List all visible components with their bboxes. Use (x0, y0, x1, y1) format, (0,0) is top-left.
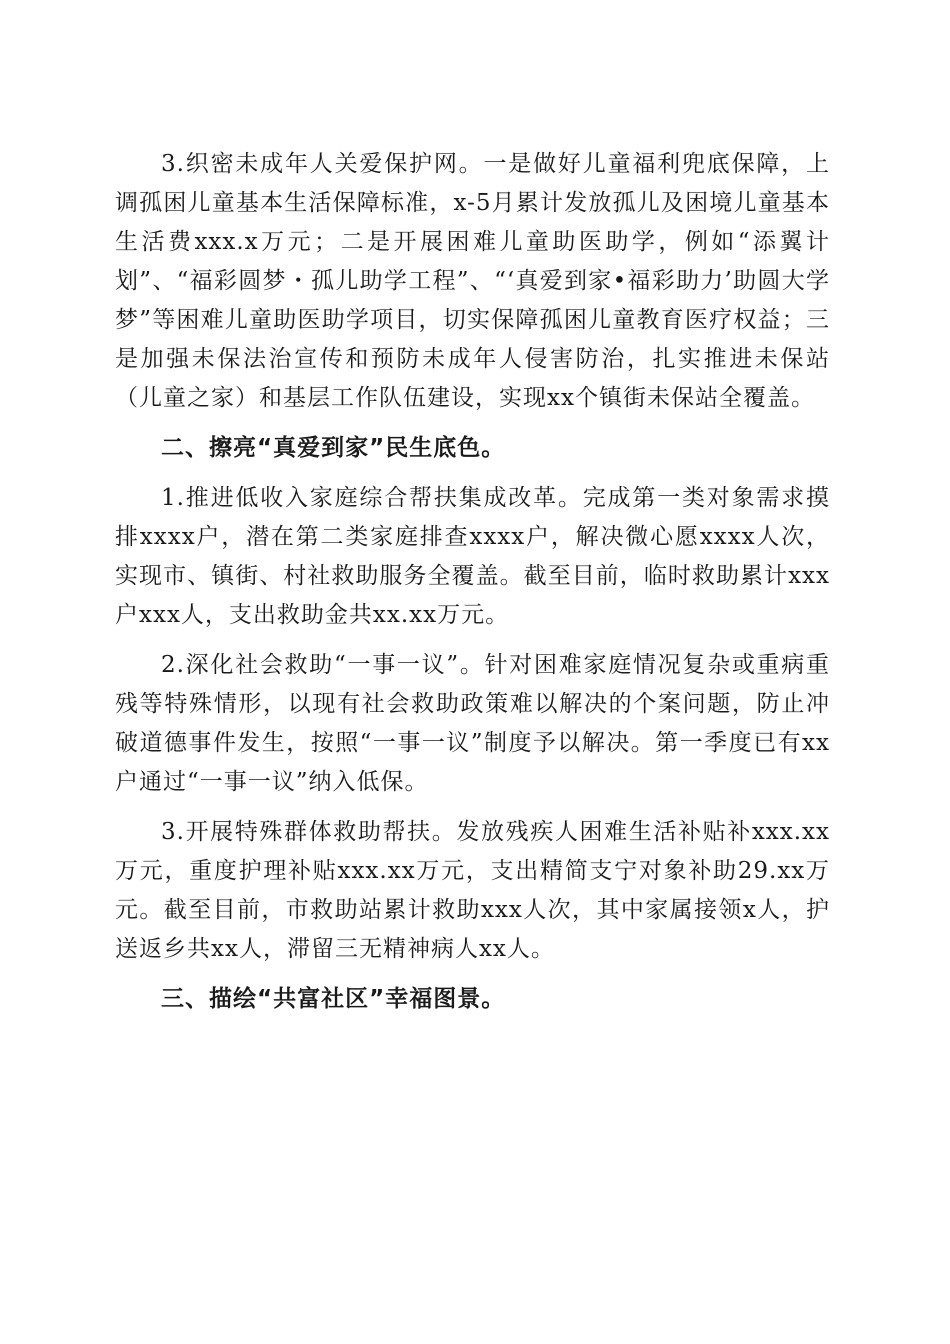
document-body (115, 145, 830, 1019)
section-heading-2: 二、擦亮“真爱到家”民生底色。 (161, 435, 506, 461)
section-heading-3: 三、描绘“共富社区”幸福图景。 (161, 986, 506, 1012)
paragraph-case-by-case-aid: 2.深化社会救助“一事一议”。针对困难家庭情况复杂或重病重残等特殊情形，以现有社会救助政策难以解决的个案问题，防止冲破道德事件发生，按照“一事一议”制度予以解决。第一季度已有xx户通过“一事一议”纳入低保。 (115, 652, 830, 795)
paragraph-low-income-reform: 1.推进低收入家庭综合帮扶集成改革。完成第一类对象需求摸排xxxx户，潜在第二类家庭排查xxxx户，解决微心愿xxxx人次，实现市、镇街、村社救助服务全覆盖。截至目前，临时救助累计xxx户xxx人，支出救助金共xx.xx万元。 (115, 485, 830, 628)
paragraph-minor-protection: 3.织密未成年人关爱保护网。一是做好儿童福利兜底保障，上调孤困儿童基本生活保障标准，x-5月累计发放孤儿及困境儿童基本生活费xxx.x万元；二是开展困难儿童助医助学，例如“添翼计划”、“福彩圆梦・孤儿助学工程”、“‘真爱到家•福彩助力’助圆大学梦”等困难儿童助医助学项目，切实保障孤困儿童教育医疗权益；三是加强未保法治宣传和预防未成年人侵害防治，扎实推进未保站（儿童之家）和基层工作队伍建设，实现xx个镇街未保站全覆盖。 (115, 151, 830, 411)
paragraph-special-groups-aid: 3.开展特殊群体救助帮扶。发放残疾人困难生活补贴补xxx.xx万元，重度护理补贴xxx.xx万元，支出精简支宁对象补助29.xx万元。截至目前，市救助站累计救助xxx人次，其中家属接领x人，护送返乡共xx人，滞留三无精神病人xx人。 (115, 819, 830, 962)
